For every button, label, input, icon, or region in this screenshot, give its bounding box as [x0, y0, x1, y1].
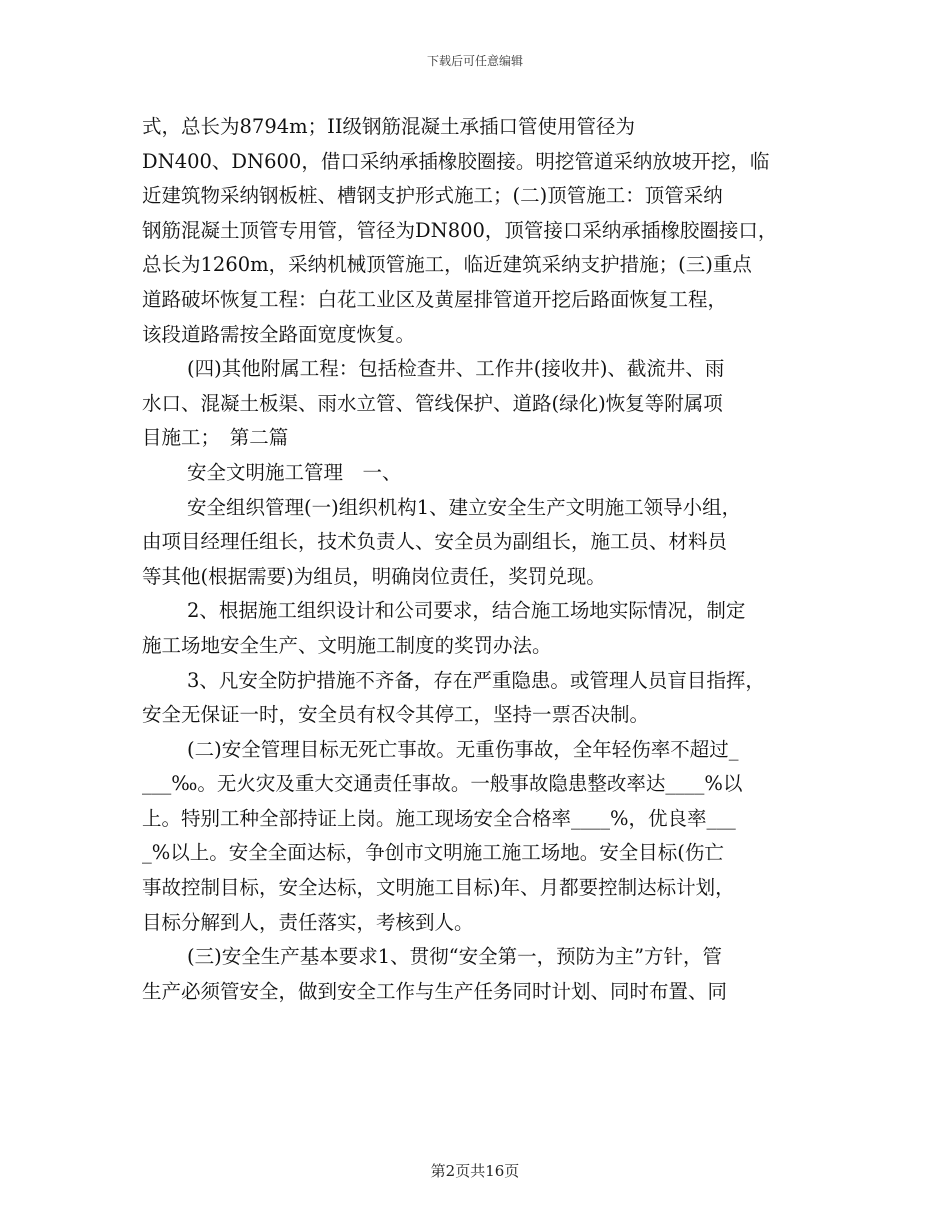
text-line: 该段道路需按全路面宽度恢复。 [142, 322, 416, 346]
text-line: 2、根据施工组织设计和公司要求，结合施工场地实际情况，制定 [187, 599, 746, 623]
document-body [142, 110, 822, 1009]
text-line: 等其他(根据需要)为组员，明确岗位责任，奖罚兑现。 [142, 564, 606, 588]
text-line: 水口、混凝土板渠、雨水立管、管线保护、道路(绿化)恢复等附属项 [142, 391, 723, 415]
text-line: 安全组织管理(一)组织机构1、建立安全生产文明施工领导小组， [187, 495, 742, 519]
text-line: ___‰。无火灾及重大交通责任事故。一般事故隐患整改率达____%以 [142, 772, 743, 796]
text-line: _%以上。安全全面达标，争创市文明施工施工场地。安全目标(伤亡 [142, 841, 724, 865]
text-line: 总长为1260m，采纳机械顶管施工，临近建筑采纳支护措施；(三)重点 [142, 253, 752, 277]
text-line: 目标分解到人，责任落实，考核到人。 [142, 910, 474, 934]
text-line: (二)安全管理目标无死亡事故。无重伤事故，全年轻伤率不超过_ [187, 737, 739, 761]
text-line: 上。特别工种全部持证上岗。施工现场安全合格率____%，优良率___ [142, 806, 736, 830]
text-line: (四)其他附属工程：包括检查井、工作井(接收井)、截流井、雨 [187, 357, 725, 381]
text-line: 安全文明施工管理 一、 [187, 460, 402, 484]
text-line: 施工场地安全生产、文明施工制度的奖罚办法。 [142, 633, 552, 657]
text-line: (三)安全生产基本要求1、贯彻“安全第一，预防为主”方针，管 [187, 945, 723, 969]
page-header: 下载后可任意编辑 [426, 54, 523, 68]
text-line: 目施工； 第二篇 [142, 426, 289, 450]
text-line: 3、凡安全防护措施不齐备，存在严重隐患。或管理人员盲目指挥， [187, 668, 765, 692]
text-line: 道路破坏恢复工程：白花工业区及黄屋排管道开挖后路面恢复工程， [142, 287, 728, 311]
text-line: 由项目经理任组长，技术负责人、安全员为副组长，施工员、材料员 [142, 530, 728, 554]
text-line: 生产必须管安全，做到安全工作与生产任务同时计划、同时布置、同 [142, 979, 728, 1003]
text-line: 钢筋混凝土顶管专用管，管径为DN800，顶管接口采纳承插橡胶圈接口， [142, 218, 778, 242]
text-line: 式，总长为8794m；II级钢筋混凝土承插口管使用管径为 [142, 115, 636, 138]
page-footer: 第2页共16页 [430, 1162, 520, 1180]
text-line: 近建筑物采纳钢板桩、槽钢支护形式施工；(二)顶管施工：顶管采纳 [142, 184, 723, 208]
text-line: 安全无保证一时，安全员有权令其停工，坚持一票否决制。 [142, 703, 650, 727]
text-line: DN400、DN600，借口采纳承插橡胶圈接。明挖管道采纳放坡开挖，临 [142, 149, 770, 173]
text-line: 事故控制目标，安全达标，文明施工目标)年、月都要控制达标计划， [142, 876, 735, 900]
